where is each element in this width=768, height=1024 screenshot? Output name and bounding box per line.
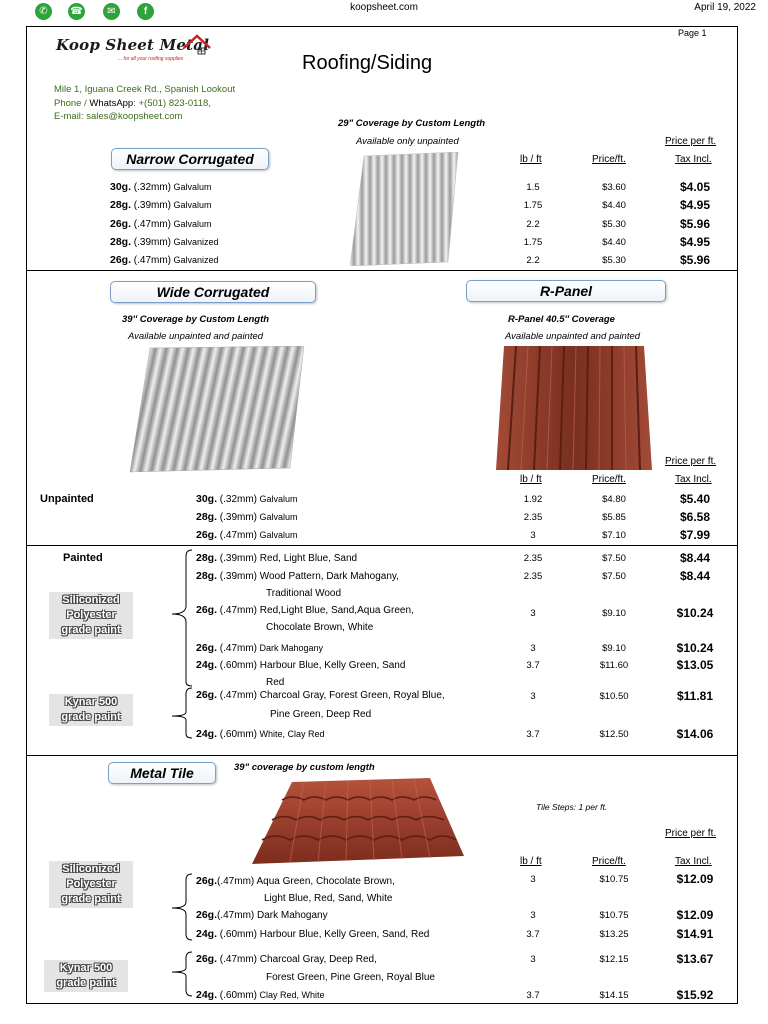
gauge-value: 26g. (196, 642, 218, 654)
gauge-value: 30g. (196, 493, 218, 505)
house-icon (182, 34, 212, 62)
section-divider (26, 270, 738, 271)
page-number: Page 1 (678, 28, 707, 38)
grade-line: Kynar 500 (59, 962, 113, 974)
weight-value: 2.2 (526, 219, 540, 230)
weight-value: 3 (530, 530, 536, 541)
weight-value: 1.75 (523, 237, 543, 248)
gauge-value: 30g. (110, 181, 132, 193)
price-value: $9.10 (602, 643, 626, 654)
thickness-value: (.47mm) (217, 530, 258, 541)
wide-corrugated-heading: Wide Corrugated (110, 281, 316, 303)
thickness-value: (.47mm) (217, 643, 258, 654)
tile-siliconized-grade-badge (49, 861, 133, 908)
wide-lb-header: lb / ft (520, 474, 542, 485)
weight-value: 3.7 (526, 729, 540, 740)
price-row-label (196, 689, 445, 701)
unpainted-label: Unpainted (40, 493, 94, 505)
price-value: $9.10 (602, 608, 626, 619)
weight-value: 1.5 (526, 182, 540, 193)
thickness-value: (.47mm) (131, 219, 172, 230)
grade-line: Siliconized (62, 863, 120, 875)
tax-incl-price: $5.40 (679, 492, 711, 506)
thickness-value: (.47mm) (217, 690, 258, 701)
material-description-continued: Forest Green, Pine Green, Royal Blue (266, 972, 435, 983)
tile-group-brace (168, 872, 194, 1002)
grade-line: Kynar 500 (64, 696, 118, 708)
facebook-icon[interactable]: f (137, 3, 154, 20)
material-description: Galvalum (171, 182, 212, 192)
tax-incl-price: $12.09 (676, 872, 714, 886)
material-description: Aqua Green, Chocolate Brown, (254, 876, 395, 887)
gauge-value: 26g. (196, 909, 218, 921)
weight-value: 3 (530, 910, 536, 921)
weight-value: 3 (530, 608, 536, 619)
gauge-value: 28g. (196, 570, 218, 582)
wide-availability: Available unpainted and painted (128, 331, 264, 342)
price-row-label (196, 529, 298, 541)
narrow-lb-header: lb / ft (520, 154, 542, 165)
price-value: $10.75 (599, 910, 629, 921)
weight-value: 1.75 (523, 200, 543, 211)
price-value: $5.30 (602, 255, 626, 266)
r-panel-heading: R-Panel (466, 280, 666, 302)
grade-line: grade paint (61, 624, 121, 636)
price-value: $7.10 (602, 530, 626, 541)
narrow-price-header: Price/ft. (592, 154, 626, 165)
price-row-label (196, 875, 395, 887)
thickness-value: (.39mm) (131, 237, 172, 248)
gauge-value: 24g. (196, 989, 218, 1001)
kynar-grade-badge (49, 694, 133, 726)
gauge-value: 28g. (110, 236, 132, 248)
contact-address: Mile 1, Iguana Creek Rd., Spanish Lookout (54, 84, 236, 95)
material-description: Galvalum (171, 200, 212, 210)
gauge-value: 26g. (196, 875, 218, 887)
tax-incl-price: $7.99 (679, 528, 711, 542)
tax-incl-price: $11.81 (676, 689, 714, 703)
grade-line: grade paint (61, 711, 121, 723)
price-value: $4.80 (602, 494, 626, 505)
grade-line: grade paint (56, 977, 116, 989)
thickness-value: (.32mm) (217, 494, 258, 505)
weight-value: 3 (530, 954, 536, 965)
price-value: $13.25 (599, 929, 629, 940)
price-value: $4.40 (602, 237, 626, 248)
thickness-value: (.39mm) (131, 200, 172, 211)
thickness-value: (.47mm) (217, 876, 255, 887)
price-row-label (196, 552, 357, 564)
page-title: Roofing/Siding (302, 52, 433, 74)
whatsapp-label: WhatsApp (89, 98, 134, 109)
grade-line: Siliconized (62, 594, 120, 606)
narrow-price-per-ft-header: Price per ft. (665, 136, 717, 147)
material-description: Harbour Blue, Kelly Green, Sand (257, 660, 406, 671)
price-row-label (196, 928, 429, 940)
gauge-value: 24g. (196, 728, 218, 740)
tile-price-per-ft-header: Price per ft. (665, 828, 717, 839)
price-value: $7.50 (602, 553, 626, 564)
material-description: Charcoal Gray, Deep Red, (257, 954, 377, 965)
painted-group-brace (168, 548, 194, 748)
thickness-value: (.47mm) (217, 605, 258, 616)
price-value: $11.60 (599, 660, 629, 671)
price-row-label (110, 218, 212, 230)
tax-incl-price: $15.92 (676, 988, 714, 1002)
tile-steps: Tile Steps: 1 per ft. (536, 802, 608, 812)
thickness-value: (.32mm) (131, 182, 172, 193)
price-row-label (110, 254, 219, 266)
tax-incl-price: $13.05 (676, 658, 714, 672)
price-row-label (110, 199, 212, 211)
tax-incl-price: $4.95 (679, 198, 711, 212)
phone-number[interactable]: : +(501) 823-0118, (133, 98, 211, 109)
narrow-coverage: 29" Coverage by Custom Length (338, 118, 486, 129)
material-description: Galvanized (171, 237, 219, 247)
gauge-value: 26g. (110, 254, 132, 266)
contact-phone (54, 98, 211, 109)
tile-lb-header: lb / ft (520, 856, 542, 867)
price-value: $4.40 (602, 200, 626, 211)
gauge-value: 24g. (196, 928, 218, 940)
phone-label: Phone / (54, 98, 90, 109)
weight-value: 3 (530, 691, 536, 702)
gauge-value: 28g. (196, 552, 218, 564)
r-panel-image (494, 344, 654, 472)
thickness-value: (.39mm) (217, 553, 258, 564)
price-value: $5.30 (602, 219, 626, 230)
price-row-label (196, 728, 325, 740)
metal-tile-heading: Metal Tile (108, 762, 216, 784)
material-description-continued: Pine Green, Deep Red (270, 709, 372, 720)
gauge-value: 26g. (196, 689, 218, 701)
material-description: Galvanized (171, 255, 219, 265)
grade-line: Polyester (66, 609, 116, 621)
material-description-continued: Red (266, 677, 285, 688)
tax-incl-price: $10.24 (676, 606, 714, 620)
tax-incl-price: $6.58 (679, 510, 711, 524)
wide-tax-header: Tax Incl. (675, 474, 712, 485)
company-logo: Koop Sheet Metal (56, 36, 210, 54)
price-row-label (196, 989, 325, 1001)
wide-coverage: 39'' Coverage by Custom Length (122, 314, 270, 325)
material-description: Galvalum (257, 512, 298, 522)
logo-tagline: ... for all your roofing supplies (118, 56, 184, 62)
material-description: Dark Mahogany (254, 910, 328, 921)
thickness-value: (.60mm) (217, 990, 258, 1001)
gauge-value: 26g. (196, 529, 218, 541)
document-date: April 19, 2022 (694, 2, 756, 13)
material-description-continued: Light Blue, Red, Sand, White (264, 893, 393, 904)
price-value: $5.85 (602, 512, 626, 523)
thickness-value: (.47mm) (217, 954, 258, 965)
thickness-value: (.60mm) (217, 929, 258, 940)
narrow-corrugated-heading: Narrow Corrugated (111, 148, 269, 170)
price-value: $12.15 (599, 954, 629, 965)
material-description: Dark Mahogany (257, 643, 324, 653)
narrow-tax-header: Tax Incl. (675, 154, 712, 165)
thickness-value: (.47mm) (131, 255, 172, 266)
section-divider (26, 755, 738, 756)
gauge-value: 26g. (196, 604, 218, 616)
material-description: Red,Light Blue, Sand,Aqua Green, (257, 605, 414, 616)
tile-coverage: 39" coverage by custom length (234, 762, 375, 773)
price-value: $10.50 (599, 691, 629, 702)
weight-value: 3.7 (526, 660, 540, 671)
material-description: Charcoal Gray, Forest Green, Royal Blue, (257, 690, 445, 701)
thickness-value: (.60mm) (217, 729, 258, 740)
wide-corrugated-image (128, 346, 306, 474)
gauge-value: 26g. (196, 953, 218, 965)
r-panel-availability: Available unpainted and painted (505, 331, 641, 342)
tax-incl-price: $8.44 (679, 569, 711, 583)
price-value: $14.15 (599, 990, 629, 1001)
material-description: Wood Pattern, Dark Mahogany, (257, 571, 399, 582)
wide-price-header: Price/ft. (592, 474, 626, 485)
weight-value: 3 (530, 643, 536, 654)
whatsapp-icon[interactable]: ☎ (68, 3, 85, 20)
material-description: Red, Light Blue, Sand (257, 553, 358, 564)
material-description: Galvalum (171, 219, 212, 229)
gauge-value: 28g. (110, 199, 132, 211)
weight-value: 1.92 (523, 494, 543, 505)
price-value: $10.75 (599, 874, 629, 885)
price-row-label (196, 493, 298, 505)
price-row-label (196, 604, 414, 616)
tax-incl-price: $4.05 (679, 180, 711, 194)
tax-incl-price: $4.95 (679, 235, 711, 249)
tax-incl-price: $10.24 (676, 641, 714, 655)
price-value: $12.50 (599, 729, 629, 740)
gauge-value: 28g. (196, 511, 218, 523)
site-url[interactable]: koopsheet.com (350, 2, 418, 13)
weight-value: 2.35 (523, 553, 543, 564)
material-description-continued: Chocolate Brown, White (266, 622, 374, 633)
price-row-label (110, 181, 212, 193)
metal-tile-image (252, 778, 466, 866)
material-description: Galvalum (257, 494, 298, 504)
price-row-label (196, 953, 377, 965)
section-divider (26, 545, 738, 546)
price-row-label (196, 570, 399, 582)
weight-value: 3.7 (526, 929, 540, 940)
grade-line: Polyester (66, 878, 116, 890)
wide-price-per-ft-header: Price per ft. (665, 456, 717, 467)
grade-line: grade paint (61, 893, 121, 905)
tax-incl-price: $8.44 (679, 551, 711, 565)
contact-email[interactable]: E-mail: sales@koopsheet.com (54, 111, 183, 122)
thickness-value: (.39mm) (217, 512, 258, 523)
price-row-label (196, 511, 298, 523)
material-description: Clay Red, White (257, 990, 325, 1000)
tax-incl-price: $14.91 (676, 927, 714, 941)
tax-incl-price: $5.96 (679, 217, 711, 231)
gauge-value: 24g. (196, 659, 218, 671)
siliconized-grade-badge (49, 592, 133, 639)
material-description-continued: Traditional Wood (266, 588, 342, 599)
painted-label: Painted (63, 552, 103, 564)
price-row-label (196, 659, 405, 671)
thickness-value: (.60mm) (217, 660, 258, 671)
phone-icon[interactable]: ✆ (35, 3, 52, 20)
tax-incl-price: $12.09 (676, 908, 714, 922)
price-row-label (196, 642, 323, 654)
weight-value: 2.35 (523, 512, 543, 523)
price-row-label (196, 909, 328, 921)
price-row-label (110, 236, 219, 248)
tax-incl-price: $5.96 (679, 253, 711, 267)
material-description: Harbour Blue, Kelly Green, Sand, Red (257, 929, 430, 940)
tax-incl-price: $14.06 (676, 727, 714, 741)
tax-incl-price: $13.67 (676, 952, 714, 966)
gauge-value: 26g. (110, 218, 132, 230)
material-description: Galvalum (257, 530, 298, 540)
price-value: $7.50 (602, 571, 626, 582)
narrow-availability: Available only unpainted (356, 136, 459, 147)
email-icon[interactable]: ✉ (103, 3, 120, 20)
thickness-value: (.39mm) (217, 571, 258, 582)
r-panel-coverage: R-Panel 40.5'' Coverage (508, 314, 615, 325)
weight-value: 3 (530, 874, 536, 885)
narrow-corrugated-image (350, 152, 462, 266)
tile-kynar-grade-badge (44, 960, 128, 992)
material-description: White, Clay Red (257, 729, 325, 739)
tile-tax-header: Tax Incl. (675, 856, 712, 867)
weight-value: 2.2 (526, 255, 540, 266)
tile-price-header: Price/ft. (592, 856, 626, 867)
weight-value: 3.7 (526, 990, 540, 1001)
thickness-value: (.47mm) (217, 910, 255, 921)
weight-value: 2.35 (523, 571, 543, 582)
price-value: $3.60 (602, 182, 626, 193)
